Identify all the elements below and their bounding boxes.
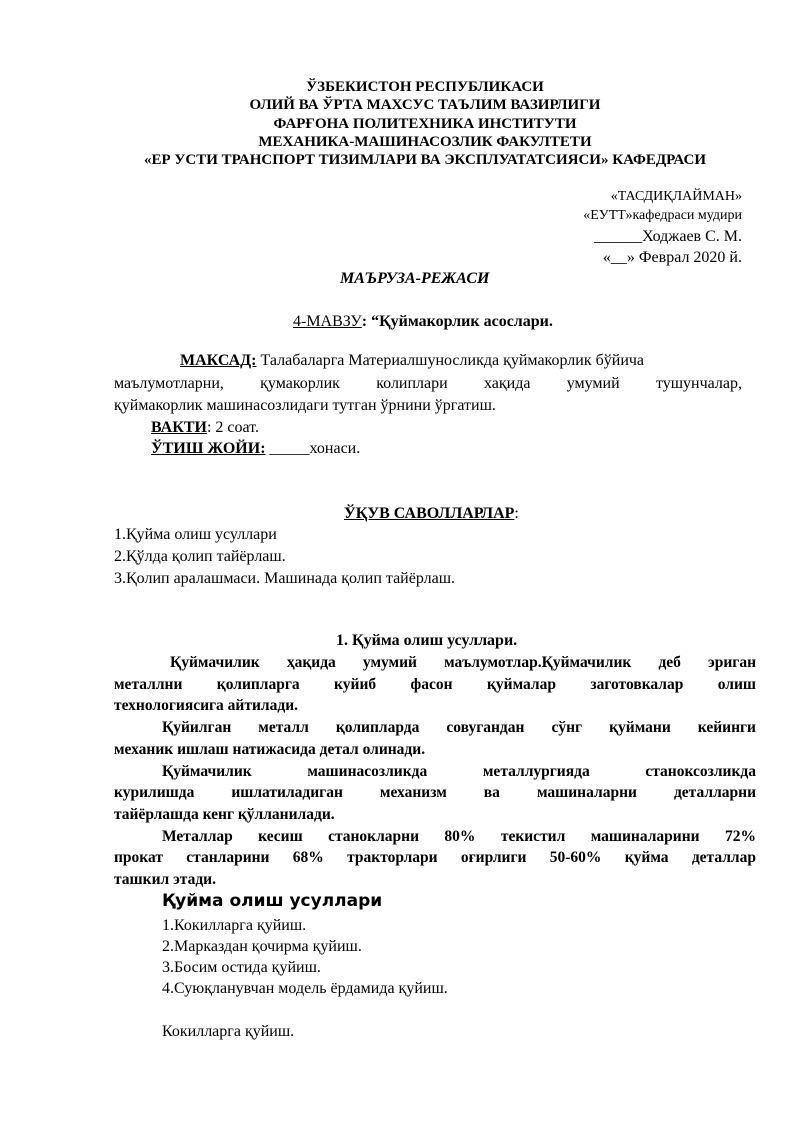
topic-line: [293, 313, 553, 331]
header-ministry: ОЛИЙ ВА ЎРТА МАХСУС ТАЪЛИМ ВАЗИРЛИГИ: [249, 97, 601, 113]
method-item: 4.Суюқланувчан модель ёрдамида қуйиш.: [162, 980, 448, 997]
paragraph-3-line-2: курилишда ишлатиладиган механизм ва машиналарни деталларни: [114, 784, 756, 801]
method-item: 1.Кокилларга қуйиш.: [162, 917, 307, 934]
paragraph-1-line-1: Қуймачилик ҳақида умумий маълумотлар.Қуймачилик деб эриган: [170, 654, 756, 671]
purpose-label: МАКСАД:: [180, 352, 257, 369]
paragraph-4-line-2: прокат станларини 68% тракторлари оғирлиги 50-60% қуйма деталлар: [114, 849, 756, 866]
method-item: 3.Босим остида қуйиш.: [162, 959, 321, 976]
paragraph-4-line-3: ташкил этади.: [114, 871, 216, 888]
header-department: «ЕР УСТИ ТРАНСПОРТ ТИЗИМЛАРИ ВА ЭКСПЛУАТАТСИЯСИ» КАФЕДРАСИ: [143, 152, 707, 168]
questions-heading: [344, 505, 519, 523]
approval-date: «__» Феврал 2020 й.: [602, 249, 742, 266]
paragraph-2-line-1: Қуйилган металл қолипларда совугандан сўнг қуймани кейинги: [162, 719, 756, 736]
questions-title: ЎҚУВ САВОЛЛАРЛАР: [344, 505, 515, 522]
topic-label: 4-МАВЗУ: [293, 313, 362, 330]
purpose-line-1: [180, 352, 644, 370]
topic-text: : “Қуймакорлик асослари.: [361, 313, 553, 330]
paragraph-4-line-1: Металлар кесиш станокларни 80% текистил машиналарини 72%: [162, 828, 756, 845]
approval-signature: ______Ходжаев С. М.: [594, 228, 742, 245]
place-line: [151, 440, 360, 458]
questions-colon: :: [514, 505, 519, 522]
paragraph-3-line-3: тайёрлашда кенг қўлланилади.: [114, 806, 335, 823]
section-heading: 1. Қуйма олиш усуллари.: [336, 632, 518, 649]
paragraph-2-line-2: механик ишлаш натижасида детал олинади.: [114, 741, 426, 758]
purpose-line-2: маълумотларни, қумакорлик колиплари хақида умумий тушунчалар,: [114, 375, 742, 392]
approval-position: «ЕУТТ»кафедраси мудири: [583, 208, 742, 223]
question-item: 3.Қолип аралашмаси. Машинада қолип тайёрлаш.: [114, 570, 456, 587]
place-value: _____хонаси.: [265, 440, 361, 457]
question-item: 2.Қўлда қолип тайёрлаш.: [114, 548, 286, 565]
header-faculty: МЕХАНИКА-МАШИНАСОЗЛИК ФАКУЛТЕТИ: [258, 134, 592, 150]
closing-subheading: Кокилларга қуйиш.: [162, 1023, 295, 1040]
paragraph-3-line-1: Қуймачилик машинасозликда металлургияда станоксозликда: [162, 763, 756, 780]
header-institute: ФАРҒОНА ПОЛИТЕХНИКА ИНСТИТУТИ: [273, 116, 577, 132]
method-item: 2.Марказдан қочирма қуйиш.: [162, 938, 362, 955]
approval-title: «ТАСДИҚЛАЙМАН»: [610, 189, 742, 204]
place-label: ЎТИШ ЖОЙИ:: [151, 440, 266, 457]
paragraph-1-line-2: металлни қолипларга куйиб фасон қуймалар заготовкалар олиш: [114, 676, 756, 693]
methods-title: Қуйма олиш усуллари: [162, 891, 383, 911]
question-item: 1.Қуйма олиш усуллари: [114, 526, 277, 543]
paragraph-1-line-3: технологиясига айтилади.: [114, 697, 299, 714]
purpose-text-1: Талабаларга Материалшуносликда қуймакорлик бўйича: [260, 352, 645, 369]
time-label: ВАКТИ: [151, 419, 207, 436]
purpose-line-3: қуймакорлик машинасозлидаги тутган ўрнини ўргатиш.: [114, 397, 496, 414]
time-value: : 2 соат.: [206, 419, 259, 436]
time-line: [151, 419, 259, 437]
header-country: ЎЗБЕКИСТОН РЕСПУБЛИКАСИ: [306, 79, 544, 95]
document-title: МАЪРУЗА-РЕЖАСИ: [340, 270, 490, 287]
